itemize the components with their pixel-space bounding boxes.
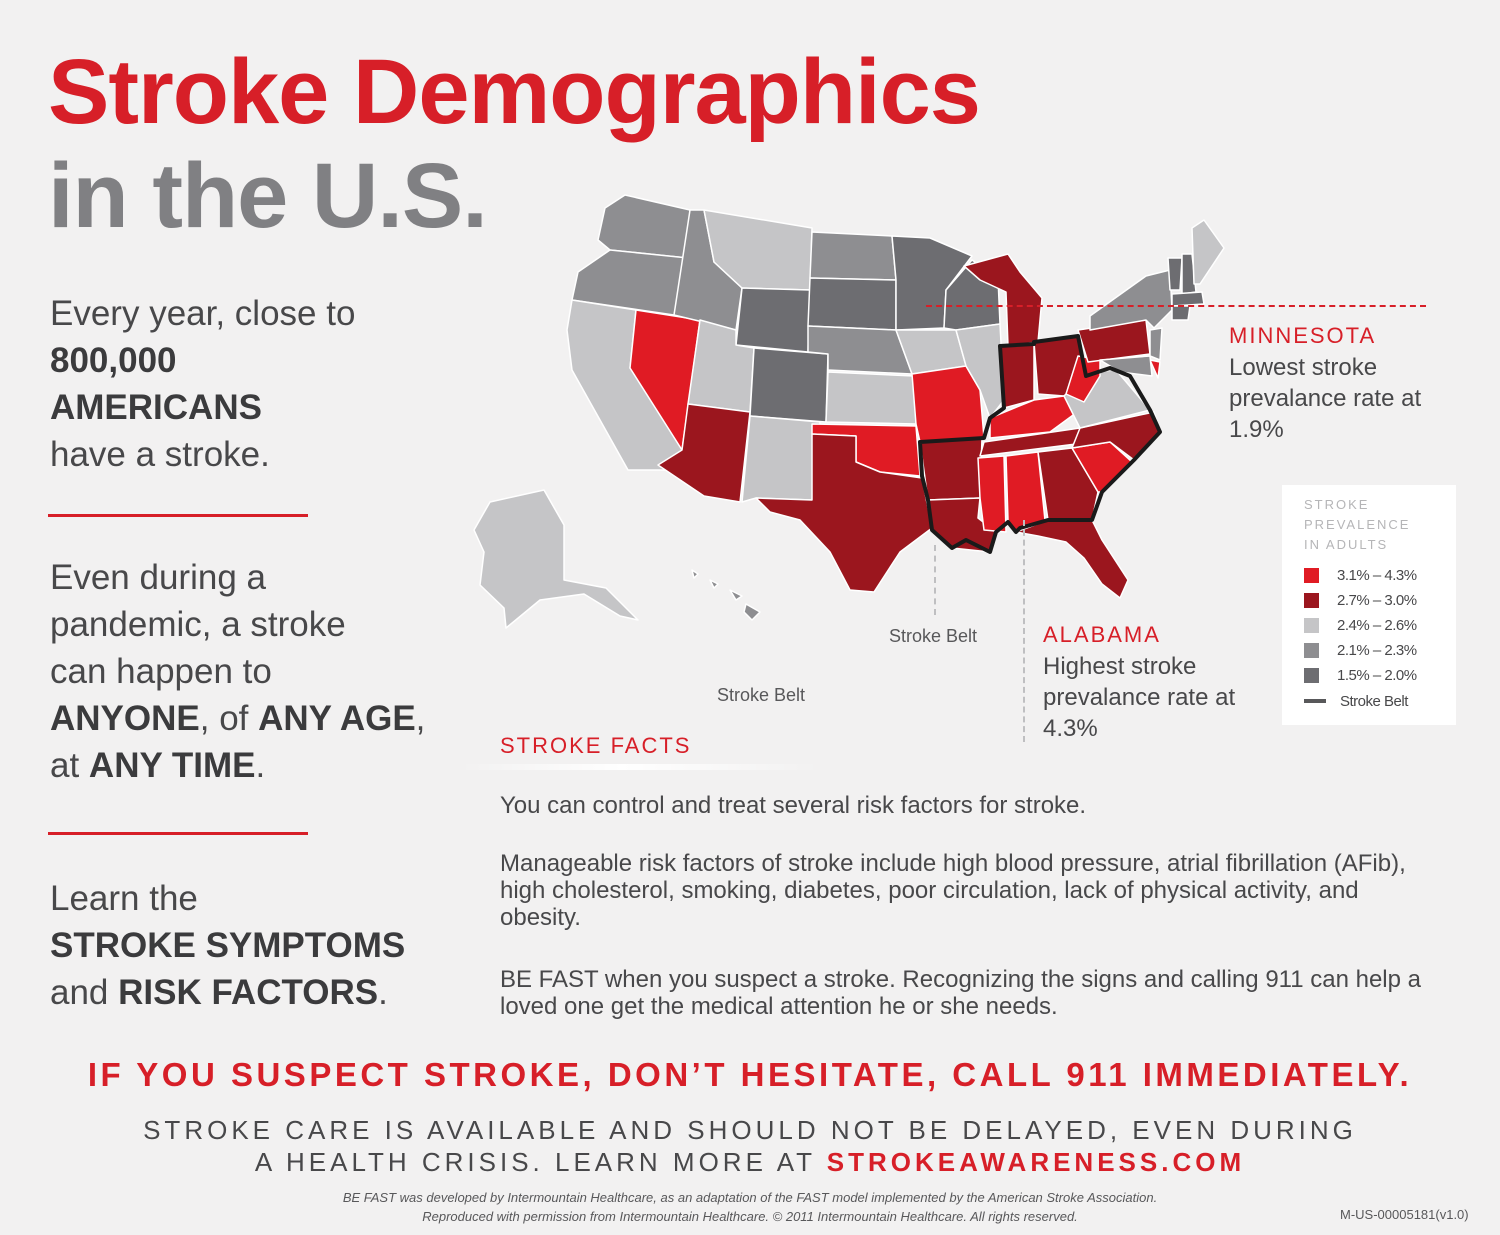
legend-label: 3.1% – 4.3% — [1337, 566, 1417, 584]
emphasis-risk-factors: RISK FACTORS — [118, 973, 379, 1012]
legend-item — [1304, 590, 1417, 610]
fact-paragraph: You can control and treat several risk factors for stroke. — [500, 792, 1087, 819]
pandemic-line — [50, 742, 480, 789]
learn-text: . — [378, 973, 388, 1012]
pandemic-text: at — [50, 746, 89, 785]
legend-label: 2.7% – 3.0% — [1337, 591, 1417, 609]
pandemic-text: , of — [199, 699, 259, 738]
document-code: M-US-00005181(v1.0) — [1340, 1207, 1469, 1222]
state-maine — [1192, 220, 1224, 284]
stroke-belt-label: Stroke Belt — [717, 685, 806, 705]
legend-label: 1.5% – 2.0% — [1337, 666, 1417, 684]
legend-swatch — [1304, 618, 1319, 633]
pandemic-line: Even during a — [50, 558, 266, 597]
state-kansas — [826, 372, 916, 424]
state-washington — [598, 195, 690, 258]
state-hawaii — [692, 570, 760, 620]
emphasis-anyone: ANYONE — [50, 699, 200, 738]
legend-label: Stroke Belt — [1340, 692, 1408, 710]
state-mississippi — [978, 456, 1006, 532]
learn-line — [50, 969, 480, 1016]
pandemic-line: can happen to — [50, 652, 272, 691]
legend-item — [1304, 691, 1408, 711]
state-new-york — [1090, 270, 1172, 330]
care-line: STROKE CARE IS AVAILABLE AND SHOULD NOT BE DELAYED, EVEN DURING — [143, 1115, 1357, 1145]
pandemic-line: pandemic, a stroke — [50, 605, 346, 644]
alabama-title: ALABAMA — [1043, 622, 1161, 647]
state-south-dakota — [808, 278, 896, 330]
legend-label: 2.1% – 2.3% — [1337, 641, 1417, 659]
care-line — [0, 1147, 1500, 1178]
learn-block — [50, 875, 480, 1016]
legend-label: 2.4% – 2.6% — [1337, 616, 1417, 634]
legend-swatch-line — [1304, 699, 1326, 703]
minnesota-leader-line — [926, 305, 1426, 307]
map-legend — [1282, 485, 1456, 725]
facts-divider — [460, 764, 820, 770]
stat-unit: AMERICANS — [50, 388, 262, 427]
fact-paragraph: Manageable risk factors of stroke include high blood pressure, atrial fibrillation (AFib), high cholesterol, smoking, diabetes, poor circulation, lack of physical activity, and obesity. — [500, 850, 1406, 931]
strokeawareness-link[interactable]: STROKEAWARENESS.COM — [826, 1147, 1246, 1177]
state-wyoming — [736, 288, 810, 352]
page-title: Stroke Demographics — [48, 41, 980, 143]
learn-text: and — [50, 973, 119, 1012]
alabama-leader-line — [1023, 520, 1025, 742]
state-florida — [1016, 520, 1128, 598]
divider — [48, 514, 308, 517]
minnesota-body: Lowest stroke prevalance rate at 1.9% — [1229, 354, 1422, 443]
divider — [48, 832, 308, 835]
state-massachusetts — [1172, 292, 1204, 306]
fact-paragraph: BE FAST when you suspect a stroke. Recognizing the signs and calling 911 can help a loved one get the medical attention he or she needs. — [500, 966, 1421, 1020]
stat-block — [50, 290, 480, 478]
stroke-belt-label: Stroke Belt — [889, 626, 978, 646]
state-new-jersey — [1150, 328, 1162, 360]
pandemic-line — [50, 695, 480, 742]
pandemic-text: . — [255, 746, 266, 785]
page-subtitle: in the U.S. — [48, 145, 487, 247]
emphasis-symptoms: STROKE SYMPTOMS — [50, 926, 406, 965]
state-colorado — [750, 348, 828, 422]
facts-title: STROKE FACTS — [500, 733, 692, 758]
state-new-mexico — [742, 416, 820, 502]
minnesota-title: MINNESOTA — [1229, 323, 1377, 348]
stat-number: 800,000 — [50, 341, 177, 380]
alabama-body: Highest stroke prevalance rate at 4.3% — [1043, 653, 1236, 742]
state-alaska — [474, 490, 638, 628]
footnote: BE FAST was developed by Intermountain Healthcare, as an adaptation of the FAST model implemented by the American Stroke Association. — [342, 1190, 1158, 1205]
call-to-action: IF YOU SUSPECT STROKE, DON’T HESITATE, CALL 911 IMMEDIATELY. — [87, 1056, 1413, 1093]
learn-line: Learn the — [50, 879, 198, 918]
state-vermont — [1168, 258, 1182, 290]
legend-swatch — [1304, 593, 1319, 608]
stroke-belt-leader-line — [934, 545, 936, 615]
legend-swatch — [1304, 668, 1319, 683]
state-connecticut — [1172, 306, 1190, 320]
legend-swatch — [1304, 568, 1319, 583]
legend-swatch — [1304, 643, 1319, 658]
emphasis-any-age: ANY AGE — [258, 699, 416, 738]
pandemic-block — [50, 554, 480, 789]
care-text: A HEALTH CRISIS. LEARN MORE AT — [254, 1147, 827, 1177]
state-arkansas — [920, 438, 982, 500]
legend-item — [1304, 615, 1417, 635]
legend-item — [1304, 565, 1417, 585]
state-north-dakota — [810, 232, 896, 280]
stat-outro: have a stroke. — [50, 435, 270, 474]
pandemic-text: , — [415, 699, 426, 738]
legend-title: STROKE PREVALENCE IN ADULTS — [1304, 497, 1411, 552]
stat-intro: Every year, close to — [50, 294, 356, 333]
legend-item — [1304, 640, 1417, 660]
footnote: Reproduced with permission from Intermountain Healthcare. © 2011 Intermountain Healthcare. All rights reserved. — [422, 1209, 1078, 1224]
emphasis-any-time: ANY TIME — [88, 746, 256, 785]
legend-item — [1304, 665, 1417, 685]
